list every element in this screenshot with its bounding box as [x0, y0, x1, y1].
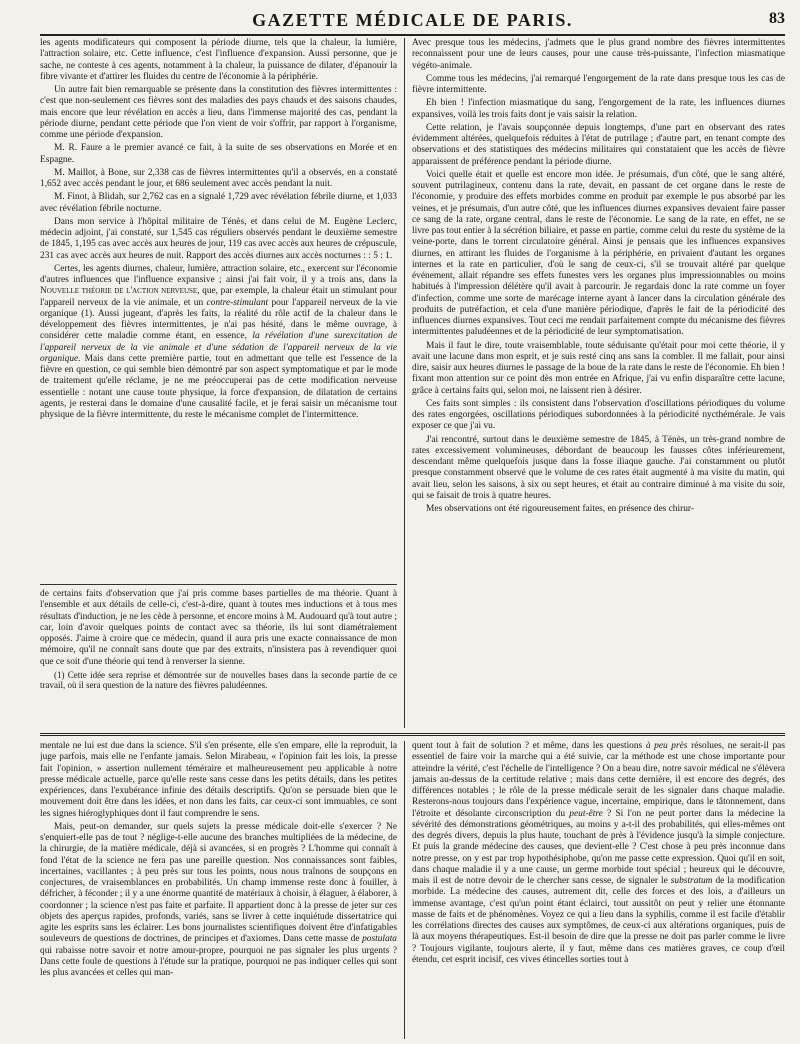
text-run: pour l'appareil nerveux de la vie organique (1). Aussi jugeant, d'après les faits, la réalité du rôle actif de la chaleur dans le développement des fièvres intermittentes, je n'ai pas hésité, dans le même ouvrage, à considérer cette maladie comme étant, en essence,: [40, 297, 397, 342]
text-run: Mais dans cette première partie, tout en admettant que telle est l'essence de la fièvre en question, ce qui semble bien démontré par son aspect symptomatique et par le mode de traitement qu'elle réclame, je ne me préoccuperai pas de cette modification nerveuse essentielle : notant une cause toute physique, la force d'expansion, de dilatation de certains agents, je resterai dans le domaine d'une causalité facile, et je ferai saisir un mécanisme tout physique de la fièvre intermittente, du reste le mécanisme complet de l'intermittence.: [40, 353, 397, 420]
page-header: [40, 6, 785, 36]
paragraph: Comme tous les médecins, j'ai remarqué l'engorgement de la rate dans presque tous les cas de fièvre intermittente.: [412, 73, 785, 95]
paragraph: Voici quelle était et quelle est encore mon idée. Je présumais, d'un côté, que le sang altéré, souvent putrilagineux, contenu dans la rate, devait, en passant de cet organe dans le reste de l'économie, y produire des effets morbides comme en produit par exemple le pus absorbé par les veines, et je présumais, d'un autre côté, que les influences diurnes expansives devaient faire passer ce sang de la rate, organe central, dans le reste de l'économie. Le sang de la rate, en effet, ne se livre pas tout entier à la sécrétion biliaire, et passe en partie, comme celui du reste du système de la veine-porte, dans le torrent circulatoire général. Ainsi je pensais que les influences expansives diurnes, en attirant les fluides de l'organisme à la périphérie, en privaient d'autant les organes internes et la rate en particulier, d'où le sang de ceux-ci, s'il se trouvait altéré par quelque événement, allait répandre ses effets funestes vers les organes plus impressionnables ou moins habitués à l'impression délétère qu'il avait à parcourir. Je regardais donc la rate comme un foyer d'infection, comme une sorte de marécage interne ayant à lancer dans la circulation générale des produits de putréfaction, et cela d'une manière périodique, d'après le fait de la périodicité des influences diurnes expansives. Tout ceci me rendait parfaitement compte du mécanisme des fièvres intermittentes paludéennes et de la périodicité de leur symptomatisation.: [412, 169, 785, 338]
text-run: , que, par exemple, la chaleur était un stimulant pour l'appareil nerveux de la vie animale, et un: [40, 286, 397, 308]
footnote: (1) Cette idée sera reprise et démontrée sur de nouvelles bases dans la seconde partie de ce travail, où il sera question de la nature des fièvres paludéennes.: [40, 669, 397, 691]
paragraph: M. R. Faure a le premier avancé ce fait, à la suite de ses observations en Morée et en Espagne.: [40, 143, 397, 165]
paragraph: [40, 264, 397, 422]
text-run: de la modification morbide. La médecine des causes, autrement dit, celle des forces et des lois, a d'ailleurs un immense avantage, c'est qu'un point étant éclairci, tout aussitôt on peut y relier une étonnante masse de faits et de phénomènes. Voyez ce qui a lieu dans la syphilis, comme il est facile d'établir les corrélations directes des causes aux symptômes, de ceux-ci aux altérations organiques, puis de là aux moyens thérapeutiques. Est-il besoin de dire que la presse ne doit pas parler comme le livre ? Toujours vigilante, toujours alerte, il y faut, même dans ces matières graves, ce coup d'œil étendu, cet esprit incisif, ces vives étincelles sorties tout à: [412, 876, 785, 965]
column-divider: [404, 741, 405, 1039]
emphasis: à peu près: [645, 741, 688, 751]
paragraph: Ces faits sont simples : ils consistent dans l'observation d'oscillations périodiques du volume des rates engorgées, oscillations périodiques subordonnées à la périodicité nycthémérale. Je vais exposer ce que j'ai vu.: [412, 398, 785, 432]
emphasis: contre-stimulant: [206, 297, 269, 308]
paragraph: [412, 741, 785, 966]
text-run: résolues, ne serait-il pas essentiel de faire voir la marche qui a été suivie, car la méthode est une chose importante pour atteindre la vérité, c'est l'échelle de l'intelligence ? On a beau dire, notre savoir médical ne s'élèvera jamais au-dessus de la certitude relative ; mais dans cette dernière, il est encore des degrés, des différences notables ; le rôle de la presse médicale serait de les signaler dans chaque maladie. Resterons-nous toujours dans l'expérience vague, incertaine, empirique, dans le tâtonnement, dans l'étroite et désolante circonscription du: [412, 741, 785, 819]
bottom-left-column: [40, 741, 397, 1039]
emphasis: postulata: [362, 934, 397, 945]
top-right-column: [412, 38, 785, 728]
paragraph: Dans mon service à l'hôpital militaire de Ténès, et dans celui de M. Eugène Leclerc, médecin adjoint, j'ai constaté, sur 1,545 cas réguliers observés pendant le deuxième semestre de 1845, 1,195 cas avec accès aux heures de jour, 119 cas avec accès aux heures de crépuscule, 231 cas avec accès aux heures de nuit. Rapport des accès diurnes aux accès nocturnes : : 5 : 1.: [40, 216, 397, 261]
page-number: 83: [769, 10, 785, 27]
emphasis: substratum: [670, 876, 713, 886]
paragraph: Cette relation, je l'avais soupçonnée depuis longtemps, d'une part en observant des rates évidemment altérées, quelquefois réduites à l'état de putrilage ; d'autre part, en tenant compte des observations et des statistiques des médecins militaires qui constataient que les accès de fièvre apparaissent de préférence pendant la période diurne.: [412, 122, 785, 167]
paragraph: Eh bien ! l'infection miasmatique du sang, l'engorgement de la rate, les influences diurnes expansives, voilà les trois faits dont je vais saisir la relation.: [412, 98, 785, 120]
paragraph: Un autre fait bien remarquable se présente dans la constitution des fièvres intermittentes : c'est que non-seulement ces fièvres sont des maladies des pays chauds et des saisons chaudes, mais encore que leur révélation en accès a lieu, dans l'immense majorité des cas, pendant la période diurne, pendant cette période que l'on vient de voir s'offrir, par rapport à l'organisme, comme une période d'expansion.: [40, 85, 397, 140]
text-run: qui rabaisse notre savoir et notre amour-propre, pourquoi ne pas signaler les plus urgents ? Dans cette foule de questions à l'étude sur la pratique, pourquoi ne pas indiquer celles qui sont les plus avancées et celles qui man-: [40, 945, 397, 978]
paragraph: J'ai rencontré, surtout dans le deuxième semestre de 1845, à Ténès, un très-grand nombre de rates excessivement volumineuses, débordant de beaucoup les fausses côtes inférieurement, descendant même quelquefois jusque dans la fosse iliaque gauche. J'ai constamment ou plutôt presque constamment observé que le volume de ces rates était augmenté à ma visite du matin, qui avait lieu, selon les saisons, à six ou sept heures, et était au contraire diminué à ma visite du soir, qui se faisait de trois à quatre heures.: [412, 434, 785, 501]
text-run: quent tout à fait de solution ? et même, dans les questions: [412, 741, 646, 751]
paragraph: mentale ne lui est due dans la science. S'il s'en présente, elle s'en empare, elle la reproduit, la juge parfois, mais elle ne l'enfante jamais. Selon Mirabeau, « l'opinion fait les lois, la presse fait l'opinion, » assertion nullement téméraire et malheureusement peu applicable à notre presse médicale actuelle, parce qu'elle reste sans cesse dans les petits détails, dans les petites expériences, dans l'exubérance infinie des détails descriptifs. Qu'on se persuade bien que le mouvement doit être dans les idées, et non dans les faits, car ceux-ci sont immuables, ce sont les signes hiéroglyphiques dont il faut comprendre le sens.: [40, 741, 397, 819]
top-left-column: [40, 38, 397, 580]
paragraph: M. Finot, à Blidah, sur 2,762 cas en a signalé 1,729 avec révélation fébrile diurne, et 1,033 avec révélation fébrile nocturne.: [40, 192, 397, 214]
paragraph: de certains faits d'observation que j'ai pris comme bases partielles de ma théorie. Quant à l'ensemble et aux détails de celle-ci, c'est-à-dire, quant à toutes mes inductions et à tous mes résultats d'induction, je ne les cède à personne, et encore moins à M. Audouard qu'à tout autre ; car, loin d'avoir quelques points de contact avec sa théorie, ils lui sont diamétralement opposés. J'aime à croire que ce médecin, quand il aura pris une exacte connaissance de mon mémoire, qu'il ne connaît sans doute que par des extraits, n'insistera pas à revendiquer quoi que ce soit d'une théorie qui tend à renverser la sienne.: [40, 589, 397, 667]
column-divider: [404, 38, 405, 728]
journal-title: GAZETTE MÉDICALE DE PARIS.: [252, 10, 573, 30]
paragraph: les agents modificateurs qui composent la période diurne, tels que la chaleur, la lumière, l'attraction solaire, etc. Cette influence, c'est l'influence d'expansion. Aussi personne, que je sache, ne conteste à ces agents, notamment à la chaleur, la puissance de dilater, d'épanouir la fibre vivante et d'attirer les fluides du centre de l'économie à la périphérie.: [40, 38, 397, 82]
text-run: Certes, les agents diurnes, chaleur, lumière, attraction solaire, etc., exercent sur l'économie d'autres influences que l'influence expansive ; ainsi j'ai fait voir, il y a trois ans, dans la: [40, 263, 397, 285]
paragraph: Mes observations ont été rigoureusement faites, en présence des chirur-: [426, 504, 694, 514]
text-run: ? Si l'on ne peut porter dans la médecine la sévérité des démonstrations géométriques, au moins y a-t-il des probabilités, qui elles-mêmes ont des degrés divers, depuis la plus haute, touchant de près à l'évidence jusqu'à la simple conjecture. Et puis la grande médecine des causes, que devient-elle ? C'est chose à peu près inconnue dans notre presse, on y est par trop hypothésiphobe, qu'on me passe cette expression. Quoi qu'il en soit, dans chaque maladie il y a une cause, un germe morbide tout spécial ; heureux qui le découvre, mais il est de notre devoir de le chercher sans cesse, de signaler le: [412, 808, 785, 886]
bottom-right-column: [412, 741, 785, 1039]
emphasis: la révélation d'une surexcitation de l'appareil nerveux de la vie animale et d'une sédation de l'appareil nerveux de la vie organique.: [40, 331, 397, 364]
paragraph: Avec presque tous les médecins, j'admets que le plus grand nombre des fièvres intermittentes reconnaissent pour une de leurs causes, pour une cause très-puissante, l'infection miasmatique végéto-animale.: [412, 38, 785, 71]
paragraph: Mais il faut le dire, toute vraisemblable, toute séduisante qu'était pour moi cette théorie, il y avait une lacune dans mon esprit, et je suis resté cinq ans sans la combler. Il me fallait, pour ainsi dire, saisir aux heures diurnes le passage de la boue de la rate dans le reste de l'économie. Eh bien ! fixant mon attention sur ce point dès mon entrée en Afrique, j'ai vu enfin disparaître cette lacune, grâce à certains faits qui, selon moi, ne laissent rien à désirer.: [412, 340, 785, 396]
paragraph: M. Maillot, à Bone, sur 2,338 cas de fièvres intermittentes qu'il a observés, en a constaté 1,652 avec accès pendant le jour, et 686 seulement avec accès pendant la nuit.: [40, 167, 397, 189]
book-title: Nouvelle théorie de l'action nerveuse: [40, 286, 198, 297]
emphasis: peut-être: [569, 808, 603, 819]
text-run: Mais, peut-on demander, sur quels sujets la presse médicale doit-elle s'exercer ? Ne s'enquiert-elle pas de tout ? néglige-t-elle aucune des branches multipliées de la médecine, de la chirurgie, de la matière médicale, déjà si avancées, si en progrès ? L'homme qui connaît à fond l'état de la science ne fera pas une pareille question. Nos connaissances sont faibles, incertaines, vacillantes ; à peu près sur tous les points, nous nous traînons de soupçons en conjectures, de vraisemblances en probabilités. Un champ immense reste donc à fouiller, à défricher, à féconder ; il y a une énorme quantité de matériaux à choisir, à élaguer, à élaborer, à coordonner ; la science n'est pas faite et parfaite. Il appartient donc à la presse de jeter sur ces objets des aperçus rapides, profonds, variés, sans se livrer à cette inquiétude dissertatrice qui agite les esprits sans les éclairer. Les bons journalistes scientifiques doivent être d'infatigables souleveurs de questions de doctrines, de principes et d'axiomes. Dans cette masse de: [40, 821, 397, 945]
top-left-lower-column: [40, 589, 397, 724]
paragraph: [40, 822, 397, 980]
column-rule: [40, 584, 397, 585]
feuilleton-rule: [40, 733, 785, 736]
